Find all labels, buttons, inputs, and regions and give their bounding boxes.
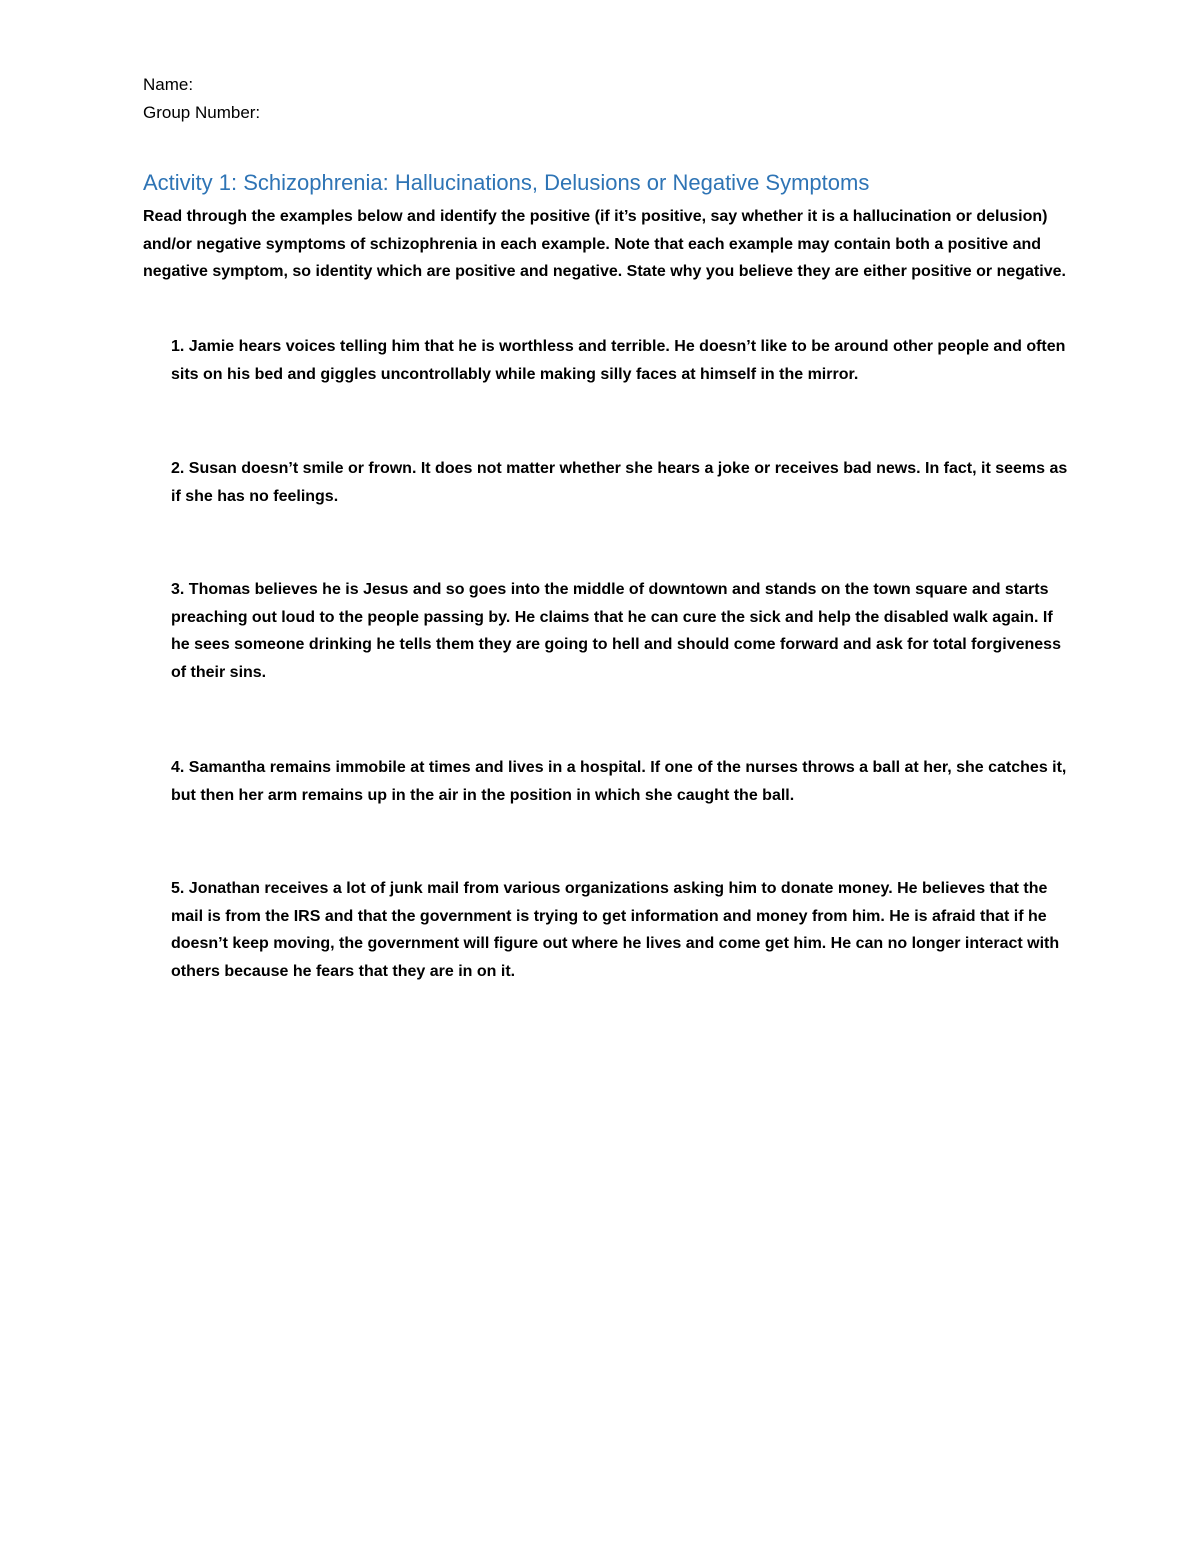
question-4: 4. Samantha remains immobile at times and lives in a hospital. If one of the nurses throws a ball at her, she catches it, but then her arm remains up in the air in the position in which she caught the ball. bbox=[171, 759, 1067, 804]
question-2: 2. Susan doesn’t smile or frown. It does not matter whether she hears a joke or receives bad news. In fact, it seems as if she has no feelings. bbox=[171, 460, 1068, 505]
activity-instructions: Read through the examples below and identify the positive (if it’s positive, say whether it is a hallucination or delusion) and/or negative symptoms of schizophrenia in each example. Note that each example may contain both a positive and negative symptom, so identity which are positive and negative. State why you believe they are either positive or negative. bbox=[143, 208, 1066, 280]
group-number-label: Group Number: bbox=[143, 103, 261, 122]
question-3: 3. Thomas believes he is Jesus and so goes into the middle of downtown and stands on the town square and starts preaching out loud to the people passing by. He claims that he can cure the sick and help the disabled walk again. If he sees someone drinking he tells them they are going to hell and should come forward and ask for total forgiveness of their sins. bbox=[171, 581, 1061, 681]
question-1: 1. Jamie hears voices telling him that he is worthless and terrible. He doesn’t like to be around other people and often sits on his bed and giggles uncontrollably while making silly faces at himself in the mirror. bbox=[171, 338, 1066, 383]
question-5: 5. Jonathan receives a lot of junk mail from various organizations asking him to donate money. He believes that the mail is from the IRS and that the government is trying to get information and money from him. He is afraid that if he doesn’t keep moving, the government will figure out where he lives and come get him. He can no longer interact with others because he fears that they are in on it. bbox=[171, 880, 1060, 980]
activity-title: Activity 1: Schizophrenia: Hallucinations, Delusions or Negative Symptoms bbox=[143, 170, 870, 195]
name-label: Name: bbox=[143, 75, 194, 94]
